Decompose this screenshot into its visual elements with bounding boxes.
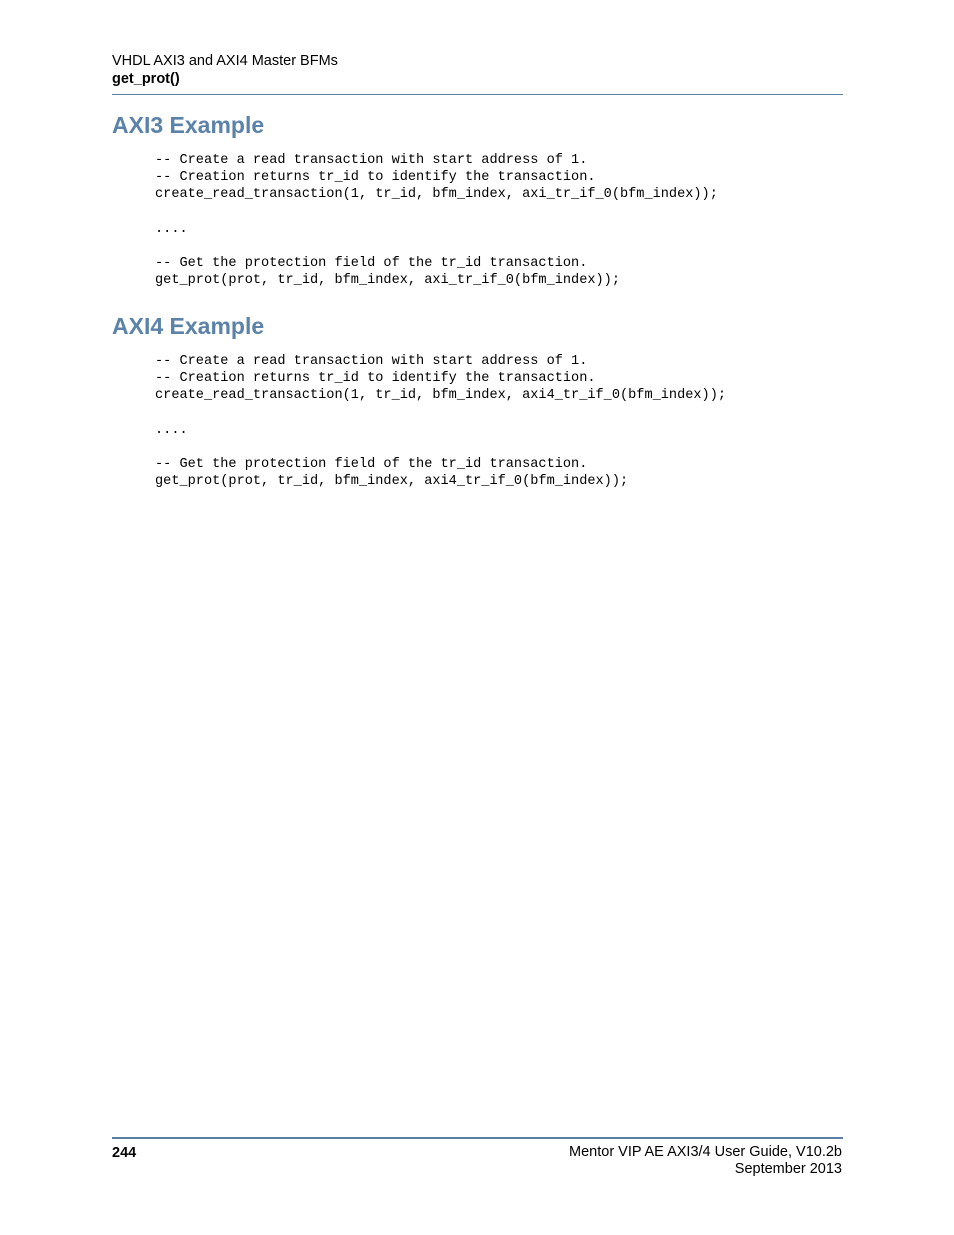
section-name: get_prot() <box>112 71 180 87</box>
header-divider <box>112 94 843 95</box>
guide-title: Mentor VIP AE AXI3/4 User Guide, V10.2b <box>569 1144 842 1160</box>
publication-date: September 2013 <box>734 1161 842 1177</box>
axi4-example-heading: AXI4 Example <box>112 313 265 339</box>
footer-divider <box>112 1137 843 1139</box>
page-number: 244 <box>112 1145 137 1161</box>
axi3-example-heading: AXI3 Example <box>112 112 265 138</box>
axi4-code-block: -- Create a read transaction with start address of 1. -- Creation returns tr_id to identify the transaction. create_read_transaction(1, tr_id, bfm_index, axi4_tr_if_0(bfm_index)); .... -- Get the protection field of the tr_id transaction. get_prot(prot, tr_id, bfm_index, axi4_tr_if_0(bfm_index)); <box>155 354 727 490</box>
chapter-title: VHDL AXI3 and AXI4 Master BFMs <box>112 53 338 69</box>
running-header <box>112 52 843 88</box>
axi3-code-block: -- Create a read transaction with start address of 1. -- Creation returns tr_id to identify the transaction. create_read_transaction(1, tr_id, bfm_index, axi_tr_if_0(bfm_index)); .... -- Get the protection field of the tr_id transaction. get_prot(prot, tr_id, bfm_index, axi_tr_if_0(bfm_index)); <box>155 153 718 289</box>
footer-info <box>569 1144 842 1178</box>
